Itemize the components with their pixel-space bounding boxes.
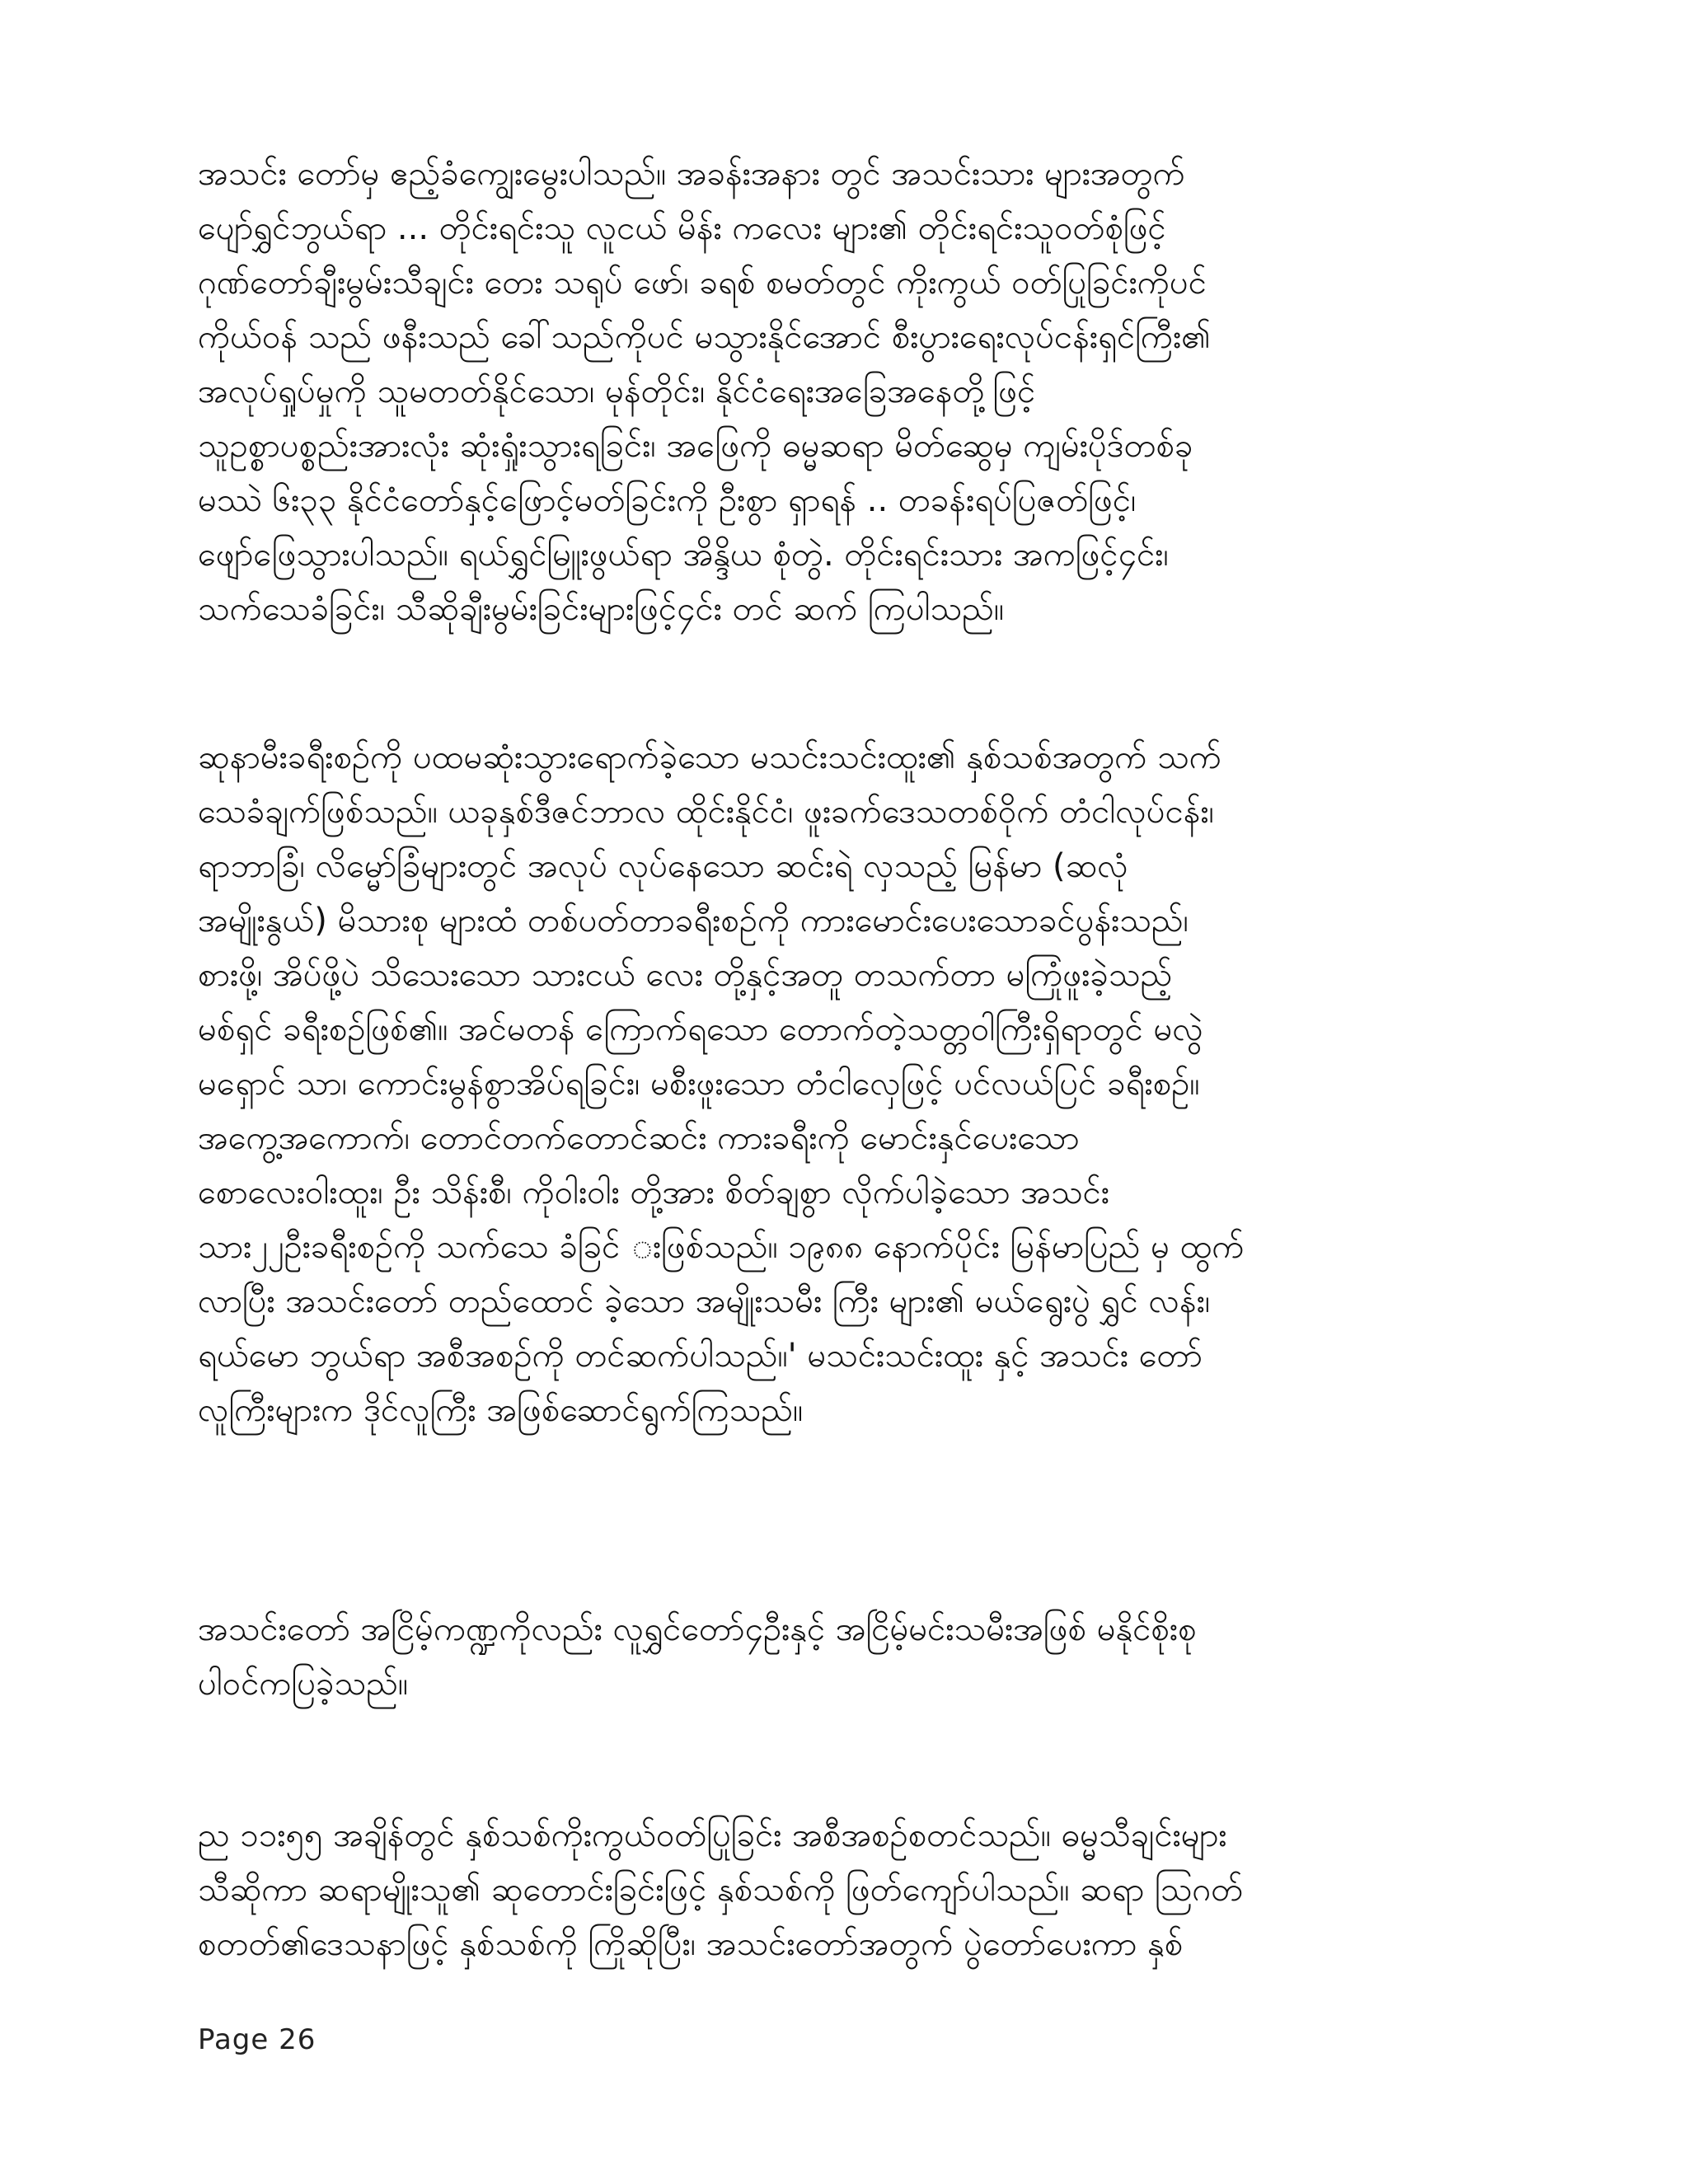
text-line: မစ်ရှင် ခရီးစဉ်ဖြစ်၏။ အင်မတန် ကြောက်ရသော တောက်တဲ့သတ္တဝါကြီးရှိရာတွင် မလွဲ	[198, 1010, 1203, 1048]
text-line: သေခံချက်ဖြစ်သည်။ ယခုနှစ်ဒီဇင်ဘာလ ထိုင်းနိုင်ငံ၊ ဖူးခက်ဒေသတစ်ဝိုက် တံငါလုပ်ငန်း၊	[198, 793, 1214, 831]
paragraph-4	[198, 1808, 1517, 1971]
paragraph-3	[198, 1602, 1517, 1711]
text-line: ဖျော်ဖြေသွားပါသည်။ ရယ်ရွှင်မြူးဖွယ်ရာ အိန္ဒိယ စုံတွဲ. တိုင်းရင်းသား အကဖြင့်၄င်း၊	[198, 536, 1169, 574]
page-number: Page 26	[198, 2023, 316, 2056]
text-line: လာပြီး အသင်းတော် တည်ထောင် ခဲ့သော အမျိုးသမီး ကြီး များ၏ မယ်ရွေးပွဲ ရွှင် လန်း၊	[198, 1282, 1211, 1320]
text-line: ရာဘာခြံ၊ လိမ္မော်ခြံများတွင် အလုပ် လုပ်နေသော ဆင်းရဲ လှသည့် မြန်မာ (ဆလုံ	[198, 847, 1128, 885]
text-line: သား၂၂ဦးခရီးစဉ်ကို သက်သေ ခံခြင် းဖြစ်သည်။ ၁၉၈၈ နောက်ပိုင်း မြန်မာပြည် မှ ထွက်	[198, 1228, 1245, 1266]
text-line: စတတ်၏ဒေသနာဖြင့် နှစ်သစ်ကို ကြိုဆိုပြီး၊ အသင်းတော်အတွက် ပွဲတော်ပေးကာ နှစ်	[198, 1925, 1184, 1963]
text-line: ရယ်မော ဘွယ်ရာ အစီအစဉ်ကို တင်ဆက်ပါသည်။' မသင်းသင်းထူး နှင့် အသင်း တော်	[198, 1337, 1203, 1375]
text-line: မဿဲ ၆း၃၃ နိုင်ငံတော်နှင့်ဖြောင့်မတ်ခြင်းကို ဦးစွာ ရှာရန် .. တခန်းရပ်ပြဇတ်ဖြင့်၊	[198, 481, 1137, 519]
text-line: ပါဝင်ကပြခဲ့သည်။	[198, 1665, 408, 1703]
text-line: စားဖို့၊ အိပ်ဖို့ပဲ သိသေးသော သားငယ် လေး တို့နှင့်အတူ တသက်တာ မကြုံဖူးခဲ့သည့်	[198, 956, 1173, 994]
text-line: အကွေ့အကောက်၊ တောင်တက်တောင်ဆင်း ကားခရီးကို မောင်းနှင်ပေးသော	[198, 1119, 1080, 1157]
text-line: အသင်းတော် အငြိမ့်ကဏ္ဍကိုလည်း လူရွှင်တော်၄ဦးနှင့် အငြိမ့်မင်းသမီးအဖြစ် မနိုင်စိုးစု	[198, 1610, 1197, 1648]
text-line: အမျိုးနွယ်) မိသားစု များထံ တစ်ပတ်တာခရီးစဉ်ကို ကားမောင်းပေးသောခင်ပွန်းသည်၊	[198, 902, 1189, 940]
text-line: သီဆိုကာ ဆရာမျိုးသူ၏ ဆုတောင်းခြင်းဖြင့် နှစ်သစ်ကို ဖြတ်ကျော်ပါသည်။ ဆရာ ဩဂတ်	[198, 1871, 1244, 1909]
text-line: မရှောင် သာ၊ ကောင်းမွန်စွာအိပ်ရခြင်း၊ မစီးဖူးသော တံငါလှေဖြင့် ပင်လယ်ပြင် ခရီးစဉ်။	[198, 1065, 1200, 1103]
text-line: သူဥစ္စာပစ္စည်းအားလုံး ဆုံးရှုံးသွားရခြင်း၊ အဖြေကို ဓမ္မဆရာ မိတ်ဆွေမှ ကျမ်းပိုဒ်တစ်ခု	[198, 427, 1193, 465]
text-line: ည ၁၁း၅၅ အချိန်တွင် နှစ်သစ်ကိုးကွယ်ဝတ်ပြုခြင်း အစီအစဉ်စတင်သည်။ ဓမ္မသီချင်းများ	[198, 1816, 1227, 1854]
text-line: လူကြီးများက ဒိုင်လူကြီး အဖြစ်ဆောင်ရွက်ကြသည်။	[198, 1391, 804, 1429]
text-line: အသင်း တော်မှ ဧည့်ခံကျွေးမွေးပါသည်။ အခန်းအနား တွင် အသင်းသား များအတွက်	[198, 155, 1185, 193]
text-line: ဂုဏ်တော်ချီးမွမ်းသီချင်း တေး သရုပ် ဖော်၊ ခရစ် စမတ်တွင် ကိုးကွယ် ဝတ်ပြုခြင်းကိုပင်	[198, 264, 1207, 302]
paragraph-1	[198, 147, 1517, 636]
text-line: ကိုယ်ဝန် သည် ဖနီးသည် ခေါ်သည်ကိုပင် မသွားနိုင်အောင် စီးပွားရေးလုပ်ငန်းရှင်ကြီး၏	[198, 318, 1211, 356]
text-line: သက်သေခံခြင်း၊ သီဆိုချီးမွမ်းခြင်းများဖြင့်၄င်း တင် ဆက် ကြပါသည်။	[198, 590, 1005, 628]
text-line: ဆုနာမီးခရီးစဉ်ကို ပထမဆုံးသွားရောက်ခဲ့သော မသင်းသင်းထူး၏ နှစ်သစ်အတွက် သက်	[198, 738, 1221, 776]
paragraph-2	[198, 730, 1517, 1437]
text-line: စောလေးဝါးထူး၊ ဦး သိန်းစီ၊ ကိုဝါးဝါး တို့အား စိတ်ချစွာ လိုက်ပါခဲ့သော အသင်း	[198, 1174, 1109, 1212]
text-line: အလုပ်ရှုပ်မှုကို သူမတတ်နိုင်သော၊ မုန်တိုင်း၊ နိုင်ငံရေးအခြေအနေတို့ဖြင့်	[198, 373, 1036, 410]
text-line: ပျော်ရွှင်ဘွယ်ရာ ... တိုင်းရင်းသူ လူငယ် မိန်း ကလေး များ၏ တိုင်းရင်းသူဝတ်စုံဖြင့်	[198, 209, 1166, 247]
